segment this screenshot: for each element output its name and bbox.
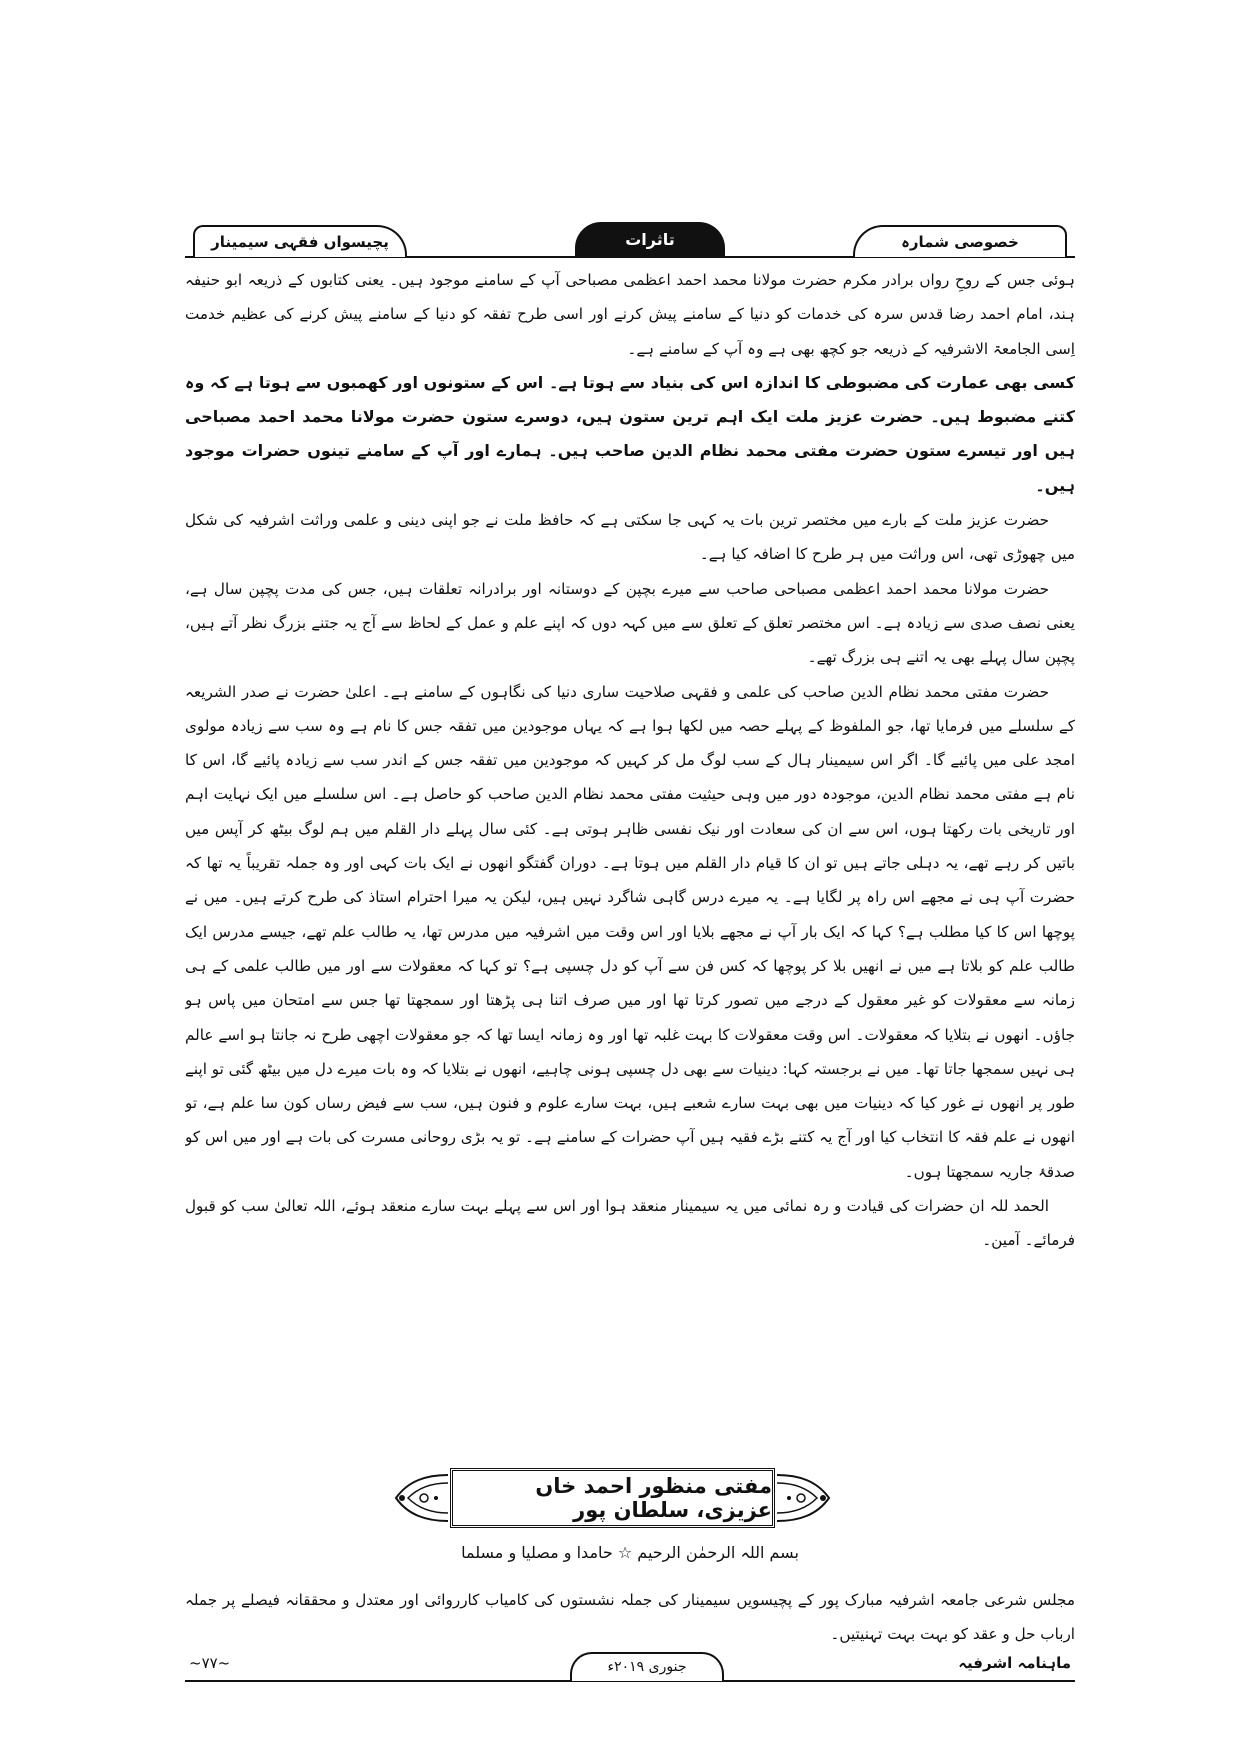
bismillah-line: بسم اللہ الرحمٰن الرحیم ☆ حامدا و مصلیا و مسلما [461, 1543, 799, 1562]
paragraph-2-emphasis: کسی بھی عمارت کی مضبوطی کا اندازہ اس کی بنیاد سے ہوتا ہے۔ اس کے ستونوں اور کھمبوں سے ہوتا ہے کہ وہ کتنے مضبوط ہیں۔ حضرت عزیز ملت ایک اہم ترین ستون ہیں، دوسرے ستون حضرت مولانا محمد احمد مصباحی ہیں اور تیسرے ستون حضرت مفتی محمد نظام الدین صاحب ہیں۔ ہمارے اور آپ کے سامنے تینوں حضرات موجود ہیں۔ [185, 372, 1075, 495]
article-body [185, 263, 1075, 1458]
paragraph-6: الحمد للہ ان حضرات کی قیادت و رہ نمائی میں یہ سیمینار منعقد ہوا اور اس سے پہلے بہت سارے منعقد ہوئے، اللہ تعالیٰ سب کو قبول فرمائے۔ آمین۔ [185, 1197, 1075, 1250]
magazine-name: ماہنامہ اشرفیہ [958, 1654, 1071, 1672]
author-banner [390, 1465, 835, 1531]
ornament-left-icon [390, 1471, 450, 1525]
paragraph-1: ہوئی جس کے روحِ رواں برادر مکرم حضرت مولانا محمد احمد اعظمی مصباحی آپ کے سامنے موجود ہیں۔ یعنی کتابوں کے ذریعہ ابو حنیفہ ہند، امام احمد رضا قدس سرہ کی خدمات کو دنیا کے سامنے پیش کرنے اور اسی طرح تفقہ کو دنیا کے سامنے پیش کرنے کی عظیم خدمت اِسی الجامعۃ الاشرفیہ کے ذریعہ جو کچھ بھی ہے وہ آپ کے سامنے ہے۔ [185, 271, 1075, 358]
paragraph-4: حضرت مولانا محمد احمد اعظمی مصباحی صاحب سے میرے بچپن کے دوستانہ اور برادرانہ تعلقات ہیں، جس کی مدت پچپن سال ہے، یعنی نصف صدی سے زیادہ ہے۔ اس مختصر تعلق کے تعلق سے میں کہہ دوں کہ اپنے علم و عمل کے لحاظ سے آج یہ جتنے بزرگ نظر آتے ہیں، پچپن سال پہلے بھی یہ اتنے ہی بزرگ تھے۔ [185, 579, 1075, 667]
issue-date: جنوری ۲۰۱۹ء [570, 1652, 724, 1681]
closing-paragraph: مجلس شرعی جامعہ اشرفیہ مبارک پور کے پچیسویں سیمینار کی جملہ نشستوں کی کامیاب کارروائی اور معتدل و محققانہ فیصلے پر جملہ ارباب حل و عقد کو بہت بہت تہنیتیں۔ [185, 1591, 1075, 1644]
page-footer [185, 1650, 1075, 1690]
paragraph-5: حضرت مفتی محمد نظام الدین صاحب کی علمی و فقہی صلاحیت ساری دنیا کی نگاہوں کے سامنے ہے۔ اعلیٰ حضرت نے صدر الشریعہ کے سلسلے میں فرمایا تھا، جو الملفوظ کے پہلے حصہ میں لکھا ہوا ہے کہ یہاں موجودین میں تفقہ جس کا نام ہے وہ سب سے زیادہ مولوی امجد علی میں پائیے گا۔ اگر اس سیمینار ہال کے سب لوگ مل کر کہیں کہ موجودین میں تفقہ جس کے اندر سب سے زیادہ پائیے گا، اس کا نام ہے مفتی محمد نظام الدین، موجودہ دور میں وہی حیثیت مفتی محمد نظام الدین صاحب کو حاصل ہے۔ اس سلسلے میں ایک نہایت اہم اور تاریخی بات رکھتا ہوں، اس سے ان کی سعادت اور نیک نفسی ظاہر ہوتی ہے۔ کئی سال پہلے دار القلم میں ہم لوگ بیٹھ کر آپس میں باتیں کر رہے تھے، یہ دہلی جاتے ہیں تو ان کا قیام دار القلم میں ہوتا ہے۔ دوران گفتگو انھوں نے ایک بات کہی اور وہ جملہ تقریباً یہ تھا کہ حضرت آپ ہی نے مجھے اس راہ پر لگایا ہے۔ یہ میرے درس گاہی شاگرد نہیں ہیں، لیکن یہ میرا احترام استاذ کی طرح کرتے ہیں۔ میں نے پوچھا اس کا کیا مطلب ہے؟ کہا کہ ایک بار آپ نے مجھے بلایا اور اس وقت میں اشرفیہ میں مدرس تھا، یہ طالب علم تھے، جیسے مدرس ایک طالب علم کو بلاتا ہے میں نے انھیں بلا کر پوچھا کہ کس فن سے آپ کو دل چسپی ہے؟ تو کہا کہ معقولات سے اور میں طالب علمی کے ہی زمانہ سے معقولات کو غیر معقول کے درجے میں تصور کرتا تھا اور میں صرف اتنا ہی پڑھتا اور سمجھتا تھا جس سے امتحان میں پاس ہو جاؤں۔ انھوں نے بتلایا کہ معقولات۔ اس وقت معقولات کا بہت غلبہ تھا اور وہ زمانہ ایسا تھا کہ جو معقولات اچھی طرح نہ جانتا ہو اسے عالم ہی نہیں سمجھا جاتا تھا۔ میں نے برجستہ کہا: دینیات سے بھی دل چسپی ہونی چاہیے، انھوں نے بتلایا کہ وہ بات میرے دل میں بیٹھ گئی تو اپنے طور پر انھوں نے غور کیا کہ دینیات میں بھی بہت سارے شعبے ہیں، بہت سارے علوم و فنون ہیں، سب سے فیض رساں کون سا علم ہے، تو انھوں نے علم فقہ کا انتخاب کیا اور آج یہ کتنے بڑے فقیہ ہیں آپ حضرات کے سامنے ہے۔ تو یہ بڑی روحانی مسرت کی بات ہے اور میں اس کو صدقۂ جاریہ سمجھتا ہوں۔ [185, 682, 1075, 1181]
seminar-label: پچیسواں فقہی سیمینار [193, 225, 407, 257]
page-header [185, 222, 1075, 258]
section-title: تاثرات [575, 222, 725, 258]
paragraph-3: حضرت عزیز ملت کے بارے میں مختصر ترین بات یہ کہی جا سکتی ہے کہ حافظ ملت نے جو اپنی دینی و علمی وراثت اشرفیہ کی شکل میں چھوڑی تھی، اس وراثت میں ہر طرح کا اضافہ کیا ہے۔ [185, 511, 1075, 564]
special-issue-label: خصوصی شمارہ [853, 225, 1067, 257]
author-name: مفتی منظور احمد خاں عزیزی، سلطان پور [450, 1468, 775, 1528]
ornament-right-icon [775, 1471, 835, 1525]
page-number: ~۷۷~ [189, 1654, 231, 1672]
